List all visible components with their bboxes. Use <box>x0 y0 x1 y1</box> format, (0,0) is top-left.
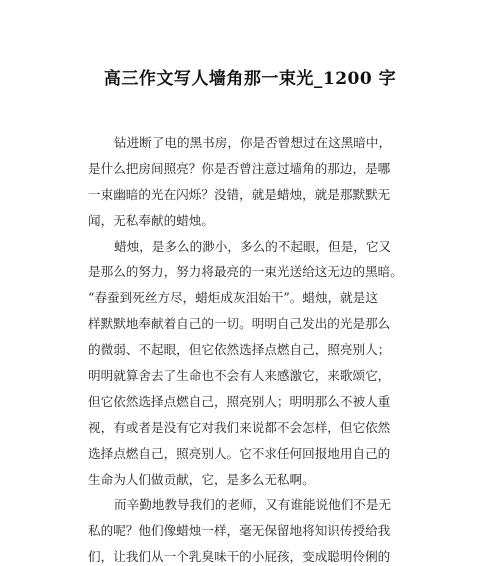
text-line: 是什么把房间照亮？你是否曾注意过墙角的那边，是哪 <box>88 160 391 176</box>
text-line: 明明就算舍去了生命也不会有人来感激它，来歌颂它， <box>88 368 391 384</box>
text-line: 选择点燃自己，照亮别人。它不求任何回报地用自己的 <box>88 445 391 461</box>
text-line: 钻进断了电的黑书房，你是否曾想过在这黑暗中， <box>114 135 392 150</box>
text-line: 一束幽暗的光在闪烁？没错，就是蜡烛，就是那默默无 <box>88 186 391 202</box>
text-line: 闻，无私奉献的蜡烛。 <box>88 212 214 228</box>
text-line: 私的呢？他们像蜡烛一样，毫无保留地将知识传授给我 <box>88 523 391 539</box>
text-line: 视，有或者是没有它对我们来说都不会怎样，但它依然 <box>88 419 391 435</box>
paragraph <box>88 234 413 493</box>
text-line: 样默默地奉献着自己的一切。明明自己发出的光是那么 <box>88 316 391 332</box>
paragraph <box>88 492 413 566</box>
text-line: 生命为人们做贡献，它，是多么无私啊。 <box>88 471 315 487</box>
text-line: 蜡烛，是多么的渺小，多么的不起眼，但是，它又 <box>114 238 392 254</box>
text-line: 们，让我们从一个乳臭味干的小屁孩，变成聪明伶俐的 <box>88 549 391 565</box>
document-title: 高三作文写人墙角那一束光_1200 字 <box>103 69 397 89</box>
document-body <box>88 130 413 566</box>
text-line: 是那么的努力，努力将最亮的一束光送给这无边的黑暗。 <box>88 264 403 280</box>
text-line: “春蚕到死丝方尽，蜡炬成灰泪始干”。蜡烛，就是这 <box>88 290 378 306</box>
text-line: 的微弱、不起眼，但它依然选择点燃自己，照亮别人； <box>88 342 391 358</box>
text-line: 而辛勤地教导我们的老师，又有谁能说他们不是无 <box>114 497 392 513</box>
text-line: 但它依然选择点燃自己，照亮别人；明明那么不被人重 <box>88 393 391 409</box>
paragraph <box>88 130 413 234</box>
